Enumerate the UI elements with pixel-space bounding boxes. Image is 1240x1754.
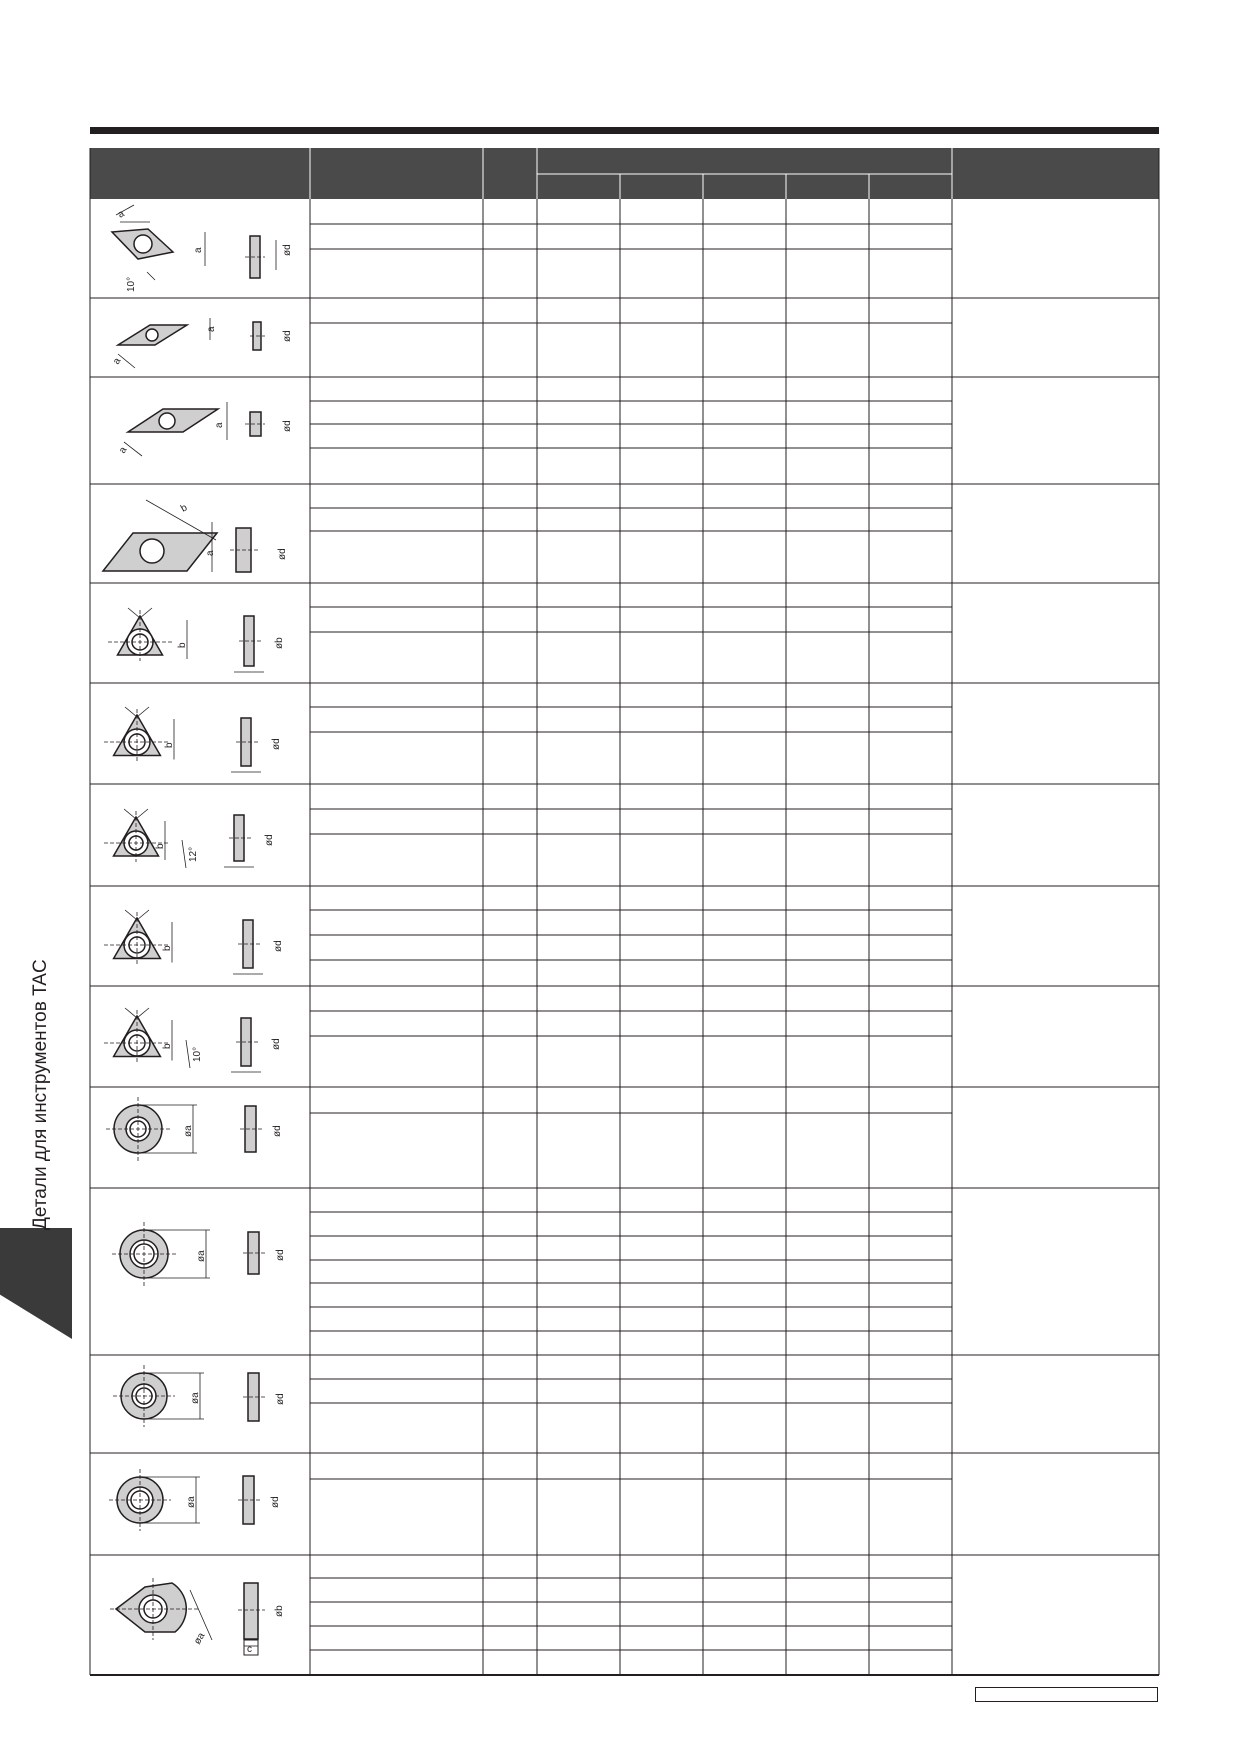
dimension-label: øb [274,1605,285,1617]
dimension-line [136,809,148,819]
insert-diagram-round-1 [106,1097,283,1161]
insert-side-view [244,1583,258,1639]
dimension-line [124,809,136,819]
dimension-line [147,272,155,280]
insert-diagram-round-2 [112,1222,286,1286]
insert-diagram-rhombic-35 [117,402,293,456]
dimension-label: b [164,742,175,748]
side-tab-label: Детали для инструментов TAC [30,959,51,1230]
dimension-label: a [116,208,127,221]
dimension-label: 10° [126,276,137,292]
dimension-label: øb [274,637,285,649]
dimension-label: øa [192,1630,208,1647]
dimension-label: a [117,445,130,456]
insert-diagram-round-4 [109,1469,281,1531]
dimension-label: b [155,843,166,849]
dimension-label: ød [282,420,293,432]
dimension-line [186,1040,190,1068]
dimension-label: a [111,356,124,367]
dimension-line [125,1008,137,1018]
dimension-label: 12° [188,846,199,862]
dimension-label: a [206,326,217,332]
insert-diagram-rhombic-35-small [111,318,293,368]
dimension-line [128,608,140,618]
dimension-label: b [162,1043,173,1049]
dimension-label: a [214,422,225,428]
dimension-label: a [193,247,204,253]
dimension-line [125,707,137,717]
dimension-label: b [162,945,173,951]
insert-hole [140,539,164,563]
dimension-label: ød [270,1496,281,1508]
dimension-label: c [247,1644,252,1655]
insert-diagram-special [110,1578,285,1655]
dimension-line [125,910,137,920]
dimension-line [182,840,186,868]
dimension-label: ød [277,548,288,560]
dimension-label: a [205,550,216,556]
insert-diagram-rhombic-55 [112,205,293,292]
dimension-label: ød [273,940,284,952]
dimension-label: b [179,502,190,515]
dimension-label: øa [190,1392,201,1404]
dimension-line [137,910,149,920]
insert-hole [146,329,158,341]
dimension-label: ød [282,244,293,256]
dimension-line [137,707,149,717]
insert-diagram-parallelogram [103,500,288,572]
insert-diagram-trigon-3-12deg [104,809,275,868]
dimension-label: ød [275,1249,286,1261]
dimension-label: ød [275,1393,286,1405]
dimension-label: ød [282,330,293,342]
insert-diagram-round-3 [113,1365,286,1427]
insert-hole [159,413,175,429]
dimension-label: ød [272,1125,283,1137]
dimension-line [140,608,152,618]
dimension-label: ød [271,1038,282,1050]
dimension-label: 10° [192,1046,203,1062]
dimension-label: øa [186,1496,197,1508]
insert-hole [134,235,152,253]
insert-diagram-trigon-5-10deg [104,1008,282,1072]
dimension-line [137,1008,149,1018]
dimension-label: øa [183,1125,194,1137]
dimension-label: ød [271,738,282,750]
dimension-label: ød [264,834,275,846]
dimension-label: b [177,642,188,648]
insert-diagram-trigon-4 [104,910,284,974]
dimension-line [190,1590,212,1640]
insert-diagram-trigon-2 [104,707,282,772]
dimension-label: øa [196,1250,207,1262]
insert-diagram-trigon-1 [108,608,285,672]
